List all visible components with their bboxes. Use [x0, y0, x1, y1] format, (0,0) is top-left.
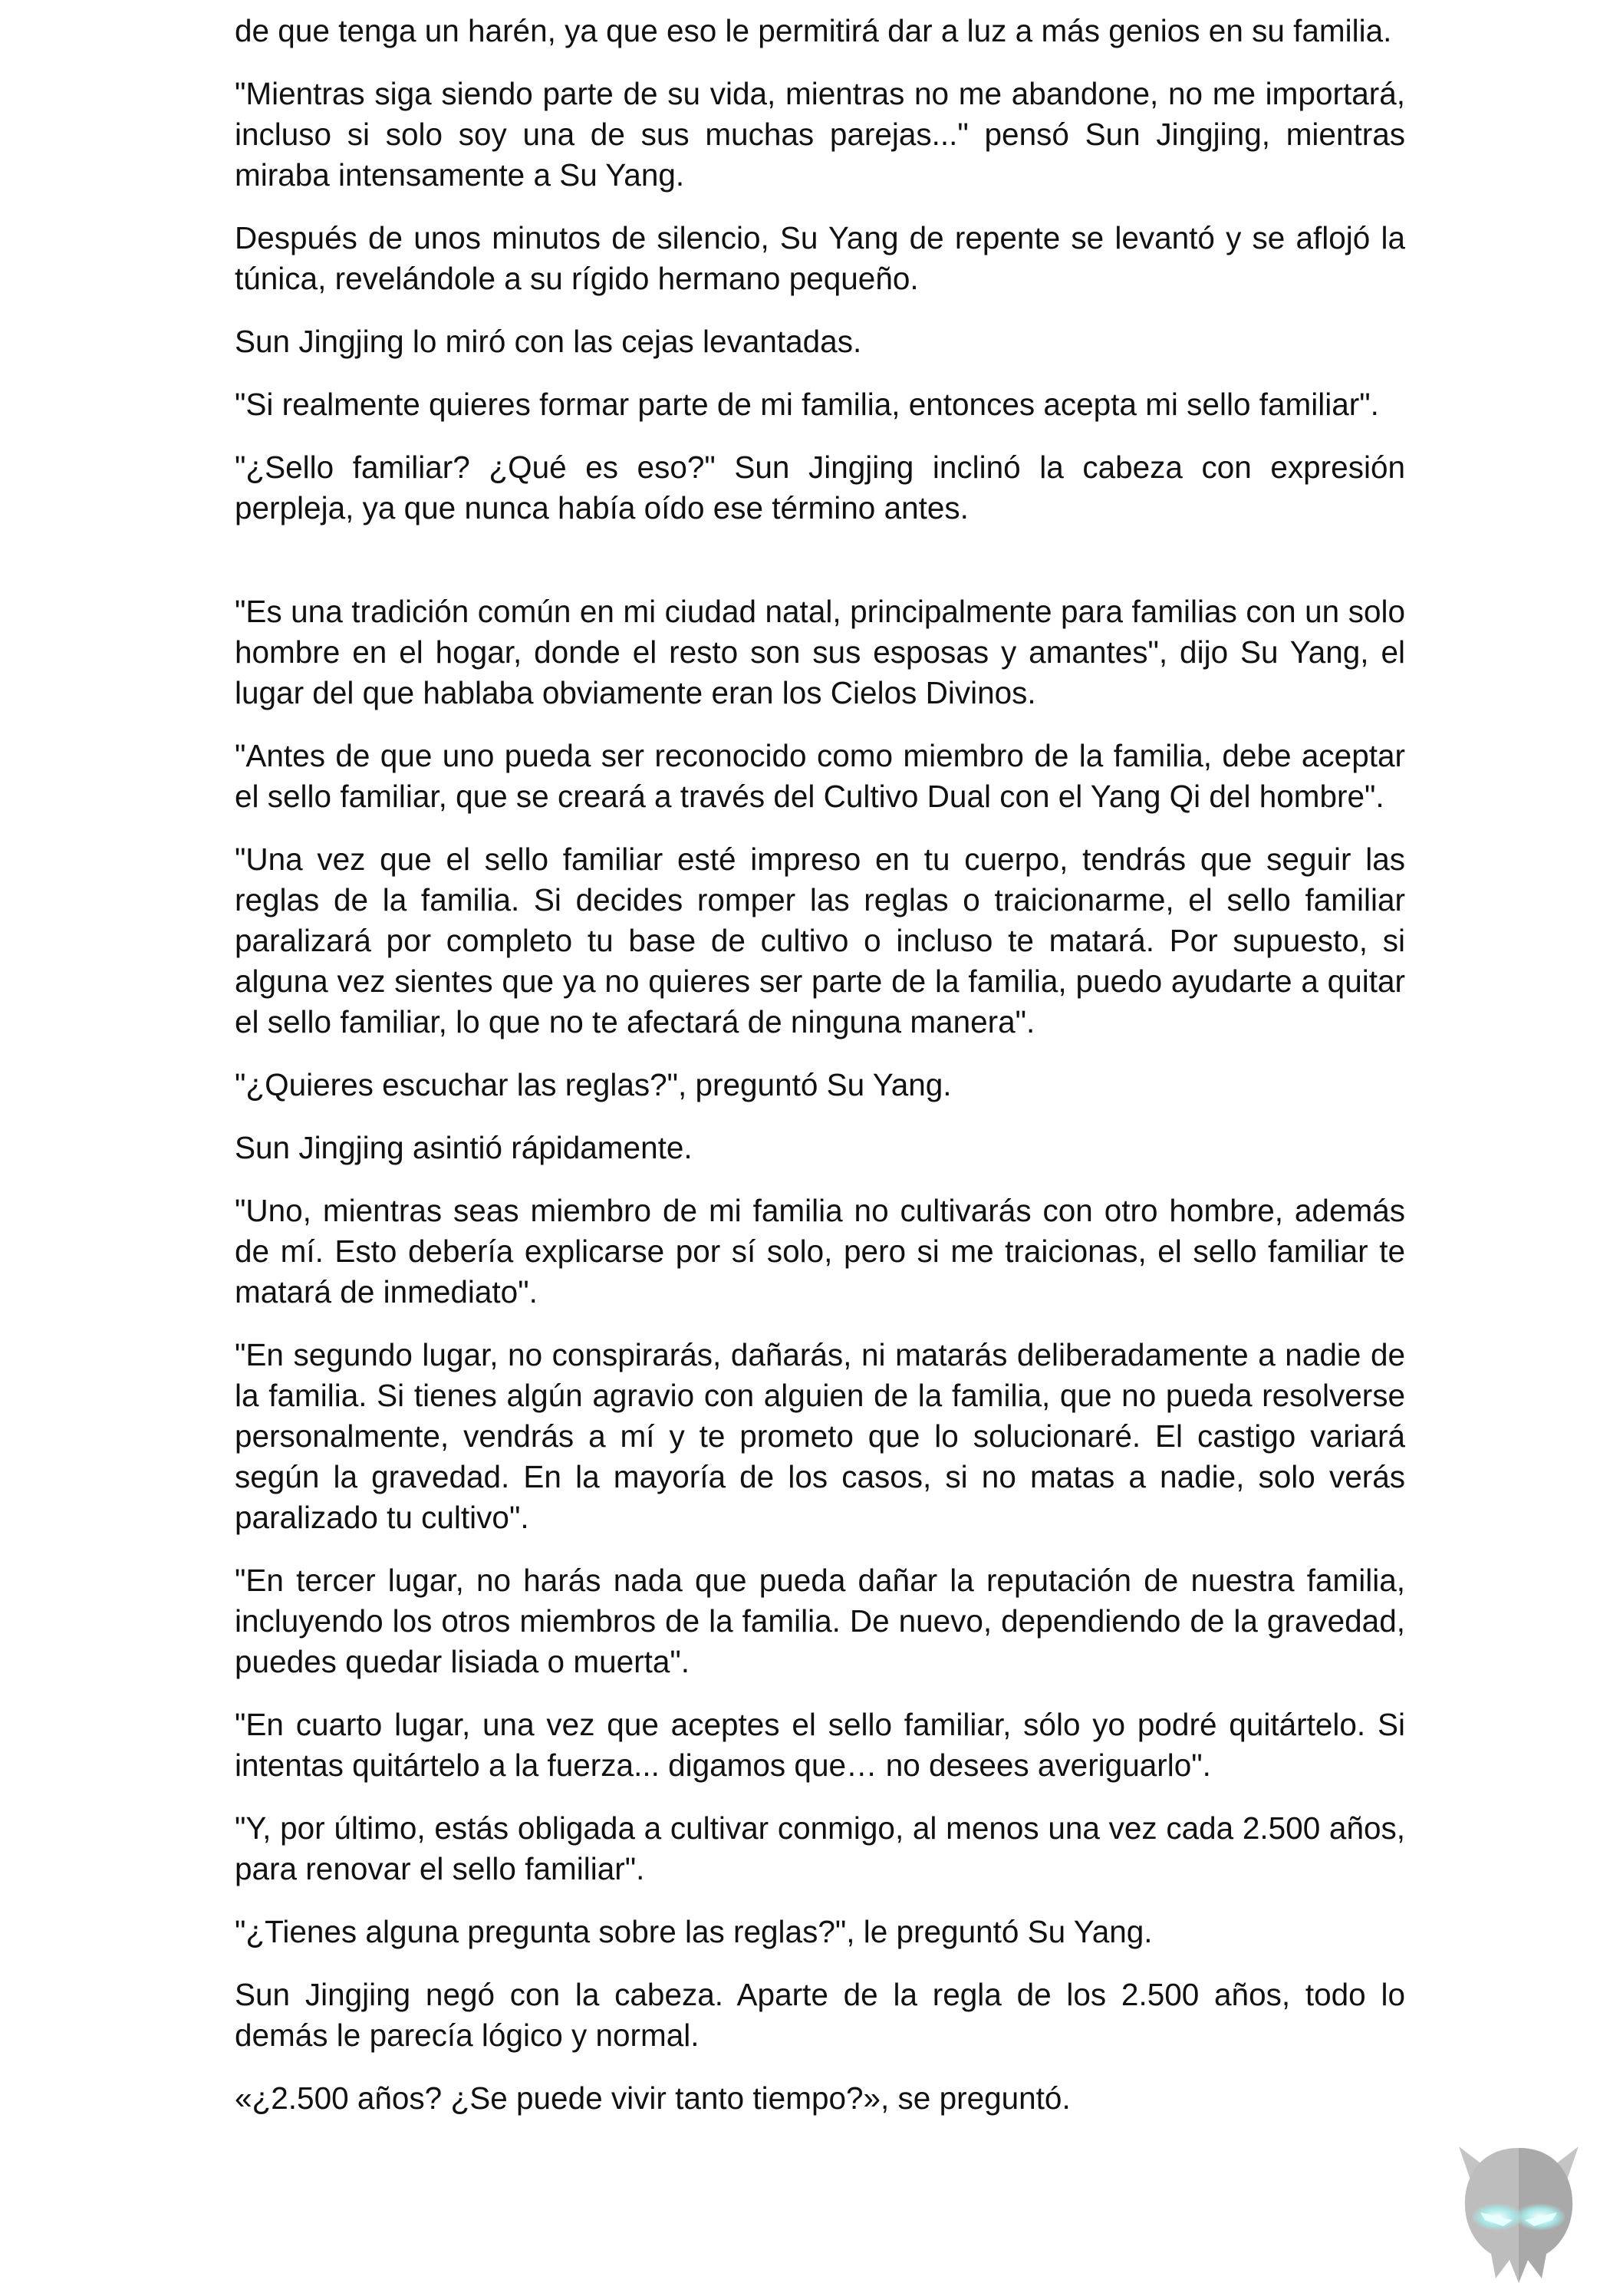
paragraph: "¿Sello familiar? ¿Qué es eso?" Sun Jingjing inclinó la cabeza con expresión perpleja, ya que nunca había oído ese término antes. — [235, 450, 1405, 525]
paragraph: "Una vez que el sello familiar esté impreso en tu cuerpo, tendrás que seguir las reglas de la familia. Si decides romper las reglas o traicionarme, el sello familiar paralizará por completo tu base de cultivo o incluso te matará. Por supuesto, si alguna vez sientes que ya no quieres ser parte de la familia, puedo ayudarte a quitar el sello familiar, lo que no te afectará de ninguna manera". — [235, 842, 1405, 1039]
paragraph: Sun Jingjing negó con la cabeza. Aparte de la regla de los 2.500 años, todo lo demás le parecía lógico y normal. — [235, 1977, 1405, 2053]
paragraph: "En cuarto lugar, una vez que aceptes el sello familiar, sólo yo podré quitártelo. Si intentas quitártelo a la fuerza... digamos que… no desees averiguarlo". — [235, 1707, 1405, 1783]
paragraph: "Mientras siga siendo parte de su vida, mientras no me abandone, no me importará, incluso si solo soy una de sus muchas parejas..." pensó Sun Jingjing, mientras miraba intensamente a Su Yang. — [235, 76, 1405, 193]
paragraph: "Uno, mientras seas miembro de mi familia no cultivarás con otro hombre, además de mí. Esto debería explicarse por sí solo, pero si me traicionas, el sello familiar te matará de inmediato". — [235, 1193, 1405, 1309]
paragraph: "Y, por último, estás obligada a cultivar conmigo, al menos una vez cada 2.500 años, para renovar el sello familiar". — [235, 1810, 1405, 1886]
paragraph: «¿2.500 años? ¿Se puede vivir tanto tiempo?», se preguntó. — [235, 2080, 1071, 2116]
paragraph: de que tenga un harén, ya que eso le permitirá dar a luz a más genios en su familia. — [235, 13, 1392, 48]
demon-head-logo-icon — [1442, 2133, 1595, 2286]
paragraph: "¿Tienes alguna pregunta sobre las reglas?", le preguntó Su Yang. — [235, 1914, 1153, 1949]
paragraph: "En tercer lugar, no harás nada que pueda dañar la reputación de nuestra familia, incluyendo los otros miembros de la familia. De nuevo, dependiendo de la gravedad, puedes quedar lisiada o muerta". — [235, 1563, 1405, 1679]
paragraph: Sun Jingjing lo miró con las cejas levantadas. — [235, 324, 862, 359]
document-body — [235, 11, 1405, 2141]
paragraph: Sun Jingjing asintió rápidamente. — [235, 1130, 693, 1165]
paragraph: "Es una tradición común en mi ciudad natal, principalmente para familias con un solo hombre en el hogar, donde el resto son sus esposas y amantes", dijo Su Yang, el lugar del que hablaba obviamente eran los Cielos Divinos. — [235, 594, 1405, 710]
paragraph: Después de unos minutos de silencio, Su Yang de repente se levantó y se aflojó la túnica, revelándole a su rígido hermano pequeño. — [235, 220, 1405, 296]
paragraph: "En segundo lugar, no conspirarás, dañarás, ni matarás deliberadamente a nadie de la familia. Si tienes algún agravio con alguien de la familia, que no pueda resolverse personalmente, vendrás a mí y te prometo que lo solucionaré. El castigo variará según la gravedad. En la mayoría de los casos, si no matas a nadie, solo verás paralizado tu cultivo". — [235, 1337, 1405, 1535]
paragraph: "¿Quieres escuchar las reglas?", preguntó Su Yang. — [235, 1067, 952, 1102]
paragraph: "Si realmente quieres formar parte de mi familia, entonces acepta mi sello familiar". — [235, 387, 1379, 422]
paragraph: "Antes de que uno pueda ser reconocido como miembro de la familia, debe aceptar el sello familiar, que se creará a través del Cultivo Dual con el Yang Qi del hombre". — [235, 738, 1405, 814]
